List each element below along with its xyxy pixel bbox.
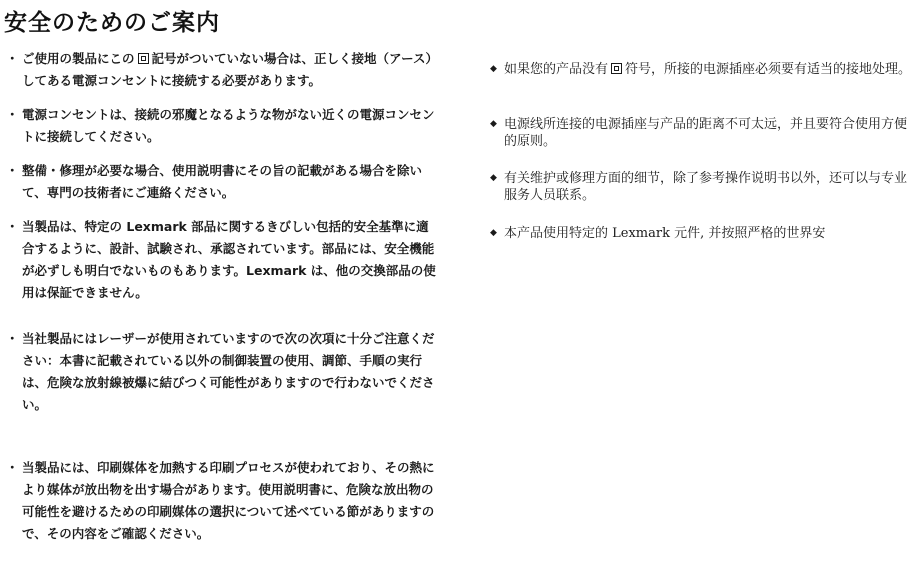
cn-text-segment: 如果您的产品没有 [504,62,609,77]
jp-text-segment: 記号がついていない場合は、正しく接地（アース）してある電源コンセントに接続する必要があります。 [22,51,432,88]
bullet: ◆ [490,173,497,183]
jp-list-item [6,160,436,204]
jp-list-item [6,48,436,92]
cn-list-item [490,116,916,150]
cn-item-text: 电源线所连接的电源插座与产品的距离不可太远，并且要符合使用方便的原则。 [504,117,908,149]
bullet: ・ [6,219,19,234]
bullet: ◆ [490,119,497,129]
jp-item-text: 当製品は、特定の Lexmark 部品に関するきびしい包括的安全基準に適合するように、設計、試験され、承認されています。部品には、安全機能が必ずしも明白でないものもあります。Lexmark は、他の交換部品の使用は保証できません。 [22,219,436,300]
bullet: ・ [6,163,19,178]
jp-list-item [6,328,436,416]
jp-item-text: 当製品には、印刷媒体を加熱する印刷プロセスが使われており、その熱により媒体が放出物を出す場合があります。使用説明書に、危険な放出物の可能性を避けるための印刷媒体の選択について述べている節がありますので、その内容をご確認ください。 [22,460,435,541]
jp-list-item [6,216,436,304]
jp-text-segment: ご使用の製品にこの [22,51,135,66]
cn-item-text: 本产品使用特定的 Lexmark 元件, 并按照严格的世界安 [504,226,826,241]
cn-list-item [490,170,916,204]
page-title: 安全のためのご案内 [4,10,220,36]
cn-list-item [490,225,916,242]
cn-item-text: 有关维护或修理方面的细节，除了参考操作说明书以外，还可以与专业服务人员联系。 [504,171,908,203]
double-square-icon [138,53,149,64]
jp-list-item [6,104,436,148]
jp-item-text [22,48,436,92]
double-square-icon [611,63,622,74]
bullet: ・ [6,51,19,66]
jp-item-text: 電源コンセントは、接続の邪魔となるような物がない近くの電源コンセントに接続してください。 [22,107,435,144]
bullet: ◆ [490,64,497,74]
cn-list-item [490,61,916,78]
bullet: ・ [6,107,19,122]
jp-item-text: 当社製品にはレーザーが使用されていますので次の次項に十分ご注意ください：本書に記載されている以外の制御装置の使用、調節、手順の実行は、危険な放射線被爆に結びつく可能性がありますので行わないでください。 [22,331,435,412]
bullet: ・ [6,331,19,346]
jp-item-text: 整備・修理が必要な場合、使用説明書にその旨の記載がある場合を除いて、専門の技術者にご連絡ください。 [22,163,423,200]
bullet: ・ [6,460,19,475]
bullet: ◆ [490,228,497,238]
cn-item-text [504,61,916,78]
cn-text-segment: 符号，所接的电源插座必须要有适当的接地处理。 [625,62,912,77]
jp-list-item [6,457,436,545]
